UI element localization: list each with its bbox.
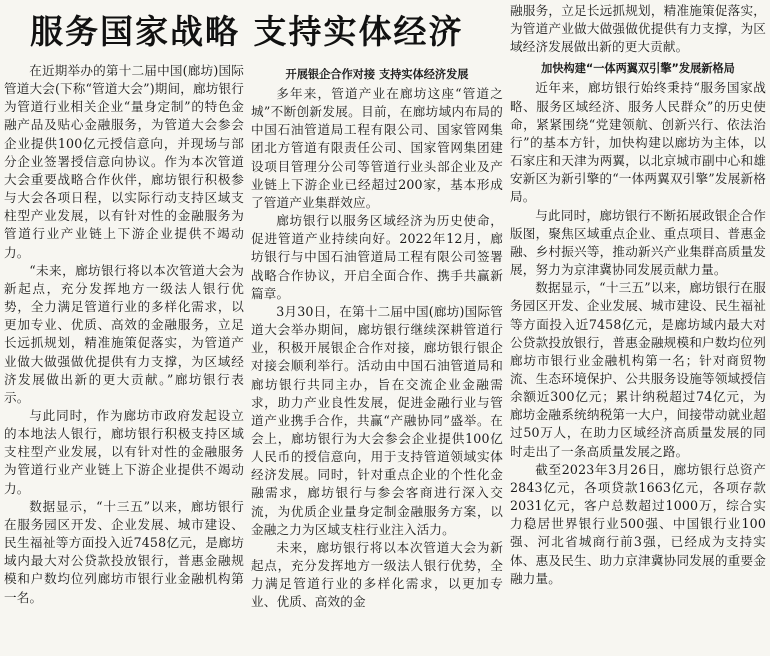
paragraph-continued: 融服务，立足长远抓规划，精准施策促落实，为管道产业做大做强做优提供有力支撑，为区域经济发展做出新的更大贡献。 — [510, 3, 766, 55]
paragraph: 与此同时，作为廊坊市政府发起设立的本地法人银行，廊坊银行积极支持区域支柱型产业发展，以有针对性的金融服务为管道行业产业链上下游企业提供不竭动力。 — [4, 407, 244, 496]
paragraph: 与此同时，廊坊银行不断拓展政银企合作版图，聚焦区域重点企业、重点项目、普惠金融、乡村振兴等，推动新兴产业集群高质量发展，努力为京津冀协同发展贡献力量。 — [510, 207, 766, 278]
article-column-3 — [510, 2, 766, 656]
paragraph: 在近期举办的第十二届中国(廊坊)国际管道大会(下称“管道大会”)期间，廊坊银行为管道行业相关企业“量身定制”的特色金融产品及贴心金融服务，为管道大会参会企业提供100亿元授信意向，并现场与部分企业签署授信意向协议。作为本次管道大会重要战略合作伙伴，廊坊银行积极参与大会各项日程，以实际行动支持区域支柱型产业发展，以有针对性的金融服务为管道行业产业链上下游企业提供不竭动力。 — [4, 63, 244, 260]
paragraph: 数据显示，“十三五”以来，廊坊银行在服务园区开发、企业发展、城市建设、民生福祉等方面投入近7458亿元，是廊坊域内最大对公贷款投放银行，普惠金融规模和户数均位列廊坊市银行业金融机构第一名。 — [4, 498, 244, 605]
article-column-1 — [4, 62, 244, 656]
paragraph: 未来，廊坊银行将以本次管道大会为新起点，充分发挥地方一级法人银行优势，全力满足管道行业的多样化需求，以更加专业、优质、高效的金 — [251, 539, 503, 610]
paragraph: 3月30日，在第十二届中国(廊坊)国际管道大会举办期间，廊坊银行继续深耕管道行业，积极开展银企合作对接，廊坊银行银企对接会顺利举行。活动由中国石油管道局和廊坊银行共同主办，旨在交流企业金融需求，助力产业良性发展，促进金融行业与管道产业携手合作，共赢“产融协同”盛举。在会上，廊坊银行为大会参会企业提供100亿人民币的授信意向，用于支持管道领域实体经济发展。同时，针对重点企业的个性化金融需求，廊坊银行与参会客商进行深入交流，为优质企业量身定制金融服务方案，以金融之力为区域支柱行业注入活力。 — [251, 303, 503, 537]
article-column-2 — [251, 62, 503, 656]
paragraph: “未来，廊坊银行将以本次管道大会为新起点，充分发挥地方一级法人银行优势，全力满足管道行业的多样化需求，以更加专业、优质、高效的金融服务，立足长远抓规划，精准施策促落实，为管道产业做大做强做优提供有力支撑，为区域经济发展做出新的更大贡献。”廊坊银行表示。 — [4, 262, 244, 405]
paragraph: 近年来，廊坊银行始终秉持“服务国家战略、服务区域经济、服务人民群众”的历史使命，紧紧围绕“党建领航、创新兴行、依法治行”的基本方针，加快构建以廊坊为主体，以石家庄和天津为两翼，以北京城市副中心和雄安新区为新引擎的“一体两翼双引擎”发展新格局。 — [510, 80, 766, 205]
paragraph: 多年来，管道产业在廊坊这座“管道之城”不断创新发展。目前，在廊坊域内布局的中国石油管道局工程有限公司、国家管网集团北方管道有限责任公司、国家管网集团建设项目管理分公司等管道行业头部企业及产业链上下游企业已经超过200家，基本形成了管道产业集群效应。 — [251, 86, 503, 210]
section-subheading: 加快构建“一体两翼双引擎”发展新格局 — [541, 62, 735, 76]
headline: 服务国家战略 支持实体经济 — [30, 12, 464, 51]
paragraph: 数据显示，“十三五”以来，廊坊银行在服务园区开发、企业发展、城市建设、民生福祉等方面投入近7458亿元，是廊坊域内最大对公贷款投放银行，普惠金融规模和户数均位列廊坊市银行业金融机构第一名；针对商贸物流、生态环境保护、公共服务设施等领域授信余额近300亿元；累计纳税超过74亿元，为廊坊金融系统纳税第一大户，间接带动就业超过50万人，在助力区域经济高质量发展的同时走出了一条高质量发展之路。 — [510, 280, 766, 459]
paragraph: 截至2023年3月26日，廊坊银行总资产2843亿元，各项贷款1663亿元，各项存款2031亿元，客户总数超过1000万，综合实力稳居世界银行业500强、中国银行业100强、河北省城商行前3强，已经成为支持实体、惠及民生、助力京津冀协同发展的重要金融力量。 — [510, 461, 766, 586]
paragraph: 廊坊银行以服务区域经济为历史使命，促进管道产业持续向好。2022年12月，廊坊银行与中国石油管道局工程有限公司签署战略合作协议，开启全面合作、携手共赢新篇章。 — [251, 213, 503, 301]
section-subheading: 开展银企合作对接 支持实体经济发展 — [285, 68, 469, 81]
